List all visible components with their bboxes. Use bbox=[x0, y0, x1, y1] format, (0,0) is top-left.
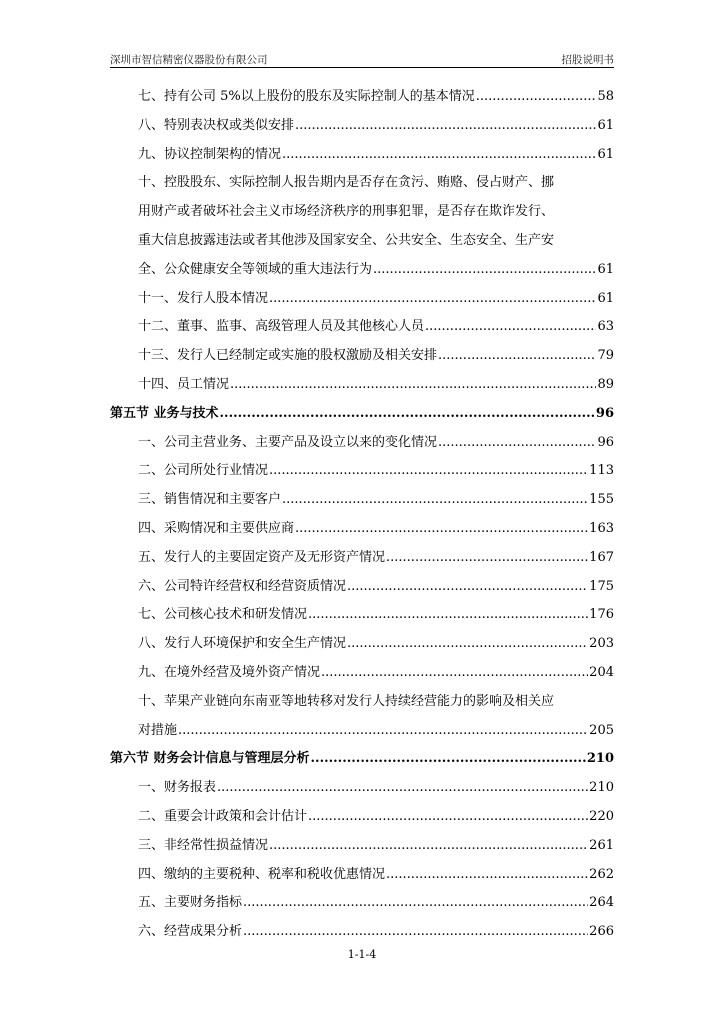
toc-entry-title: 七、公司核心技术和研发情况 bbox=[138, 607, 308, 623]
toc-entry-title: 十一、发行人股本情况 bbox=[138, 290, 269, 306]
toc-entry-page: 96 bbox=[597, 434, 614, 450]
toc-leader-dots bbox=[347, 576, 588, 598]
toc-entry-title: 七、持有公司 5%以上股份的股东及实际控制人的基本情况 bbox=[138, 89, 475, 104]
toc-entry-page: 58 bbox=[597, 89, 614, 104]
toc-entry-page: 155 bbox=[589, 492, 614, 508]
table-of-contents bbox=[110, 86, 614, 950]
toc-entry-page: 264 bbox=[589, 895, 614, 911]
toc-entry bbox=[110, 172, 614, 201]
toc-entry-title: 十、苹果产业链向东南亚等地转移对发行人持续经营能力的影响及相关应 bbox=[138, 693, 555, 709]
toc-entry-title: 六、公司特许经营权和经营资质情况 bbox=[138, 578, 347, 594]
toc-entry-page: 175 bbox=[589, 578, 614, 594]
toc-entry-page: 266 bbox=[589, 924, 614, 940]
toc-entry-title: 九、协议控制架构的情况 bbox=[138, 146, 282, 162]
toc-entry-title: 二、重要会计政策和会计估计 bbox=[138, 808, 308, 824]
toc-leader-dots bbox=[282, 144, 596, 166]
toc-leader-dots bbox=[386, 547, 588, 569]
toc-section[interactable] bbox=[110, 403, 614, 432]
toc-entry-title: 五、发行人的主要固定资产及无形资产情况 bbox=[138, 549, 386, 565]
toc-leader-dots bbox=[269, 460, 588, 482]
toc-entry-page: 262 bbox=[589, 866, 614, 882]
toc-entry-page: 96 bbox=[595, 405, 614, 421]
page-number: 1-1-4 bbox=[347, 948, 377, 961]
toc-entry[interactable] bbox=[110, 86, 614, 115]
toc-leader-dots bbox=[373, 259, 596, 281]
toc-leader-dots bbox=[269, 835, 588, 857]
toc-entry bbox=[110, 230, 614, 259]
toc-entry[interactable] bbox=[110, 633, 614, 662]
toc-entry-title: 十四、员工情况 bbox=[138, 376, 230, 392]
toc-entry-page: 61 bbox=[597, 290, 614, 306]
toc-entry-title: 八、发行人环境保护和安全生产情况 bbox=[138, 636, 347, 652]
toc-entry[interactable] bbox=[110, 460, 614, 489]
toc-entry[interactable] bbox=[110, 864, 614, 893]
toc-entry-page: 220 bbox=[589, 808, 614, 824]
toc-entry-title: 六、经营成果分析 bbox=[138, 924, 243, 940]
toc-entry-title: 三、销售情况和主要客户 bbox=[138, 492, 282, 508]
toc-entry[interactable] bbox=[110, 259, 614, 288]
toc-entry-page: 210 bbox=[589, 780, 614, 796]
toc-entry-page: 79 bbox=[597, 348, 614, 364]
header-divider bbox=[110, 67, 614, 68]
toc-entry-page: 63 bbox=[597, 319, 614, 335]
toc-leader-dots bbox=[295, 115, 596, 137]
toc-entry[interactable] bbox=[110, 806, 614, 835]
toc-leader-dots bbox=[425, 316, 596, 338]
page-header bbox=[110, 52, 614, 68]
toc-entry-page: 204 bbox=[589, 664, 614, 680]
toc-entry[interactable] bbox=[110, 835, 614, 864]
toc-leader-dots bbox=[217, 777, 588, 799]
toc-entry-title: 九、在境外经营及境外资产情况 bbox=[138, 664, 321, 680]
toc-entry[interactable] bbox=[110, 316, 614, 345]
toc-entry[interactable] bbox=[110, 547, 614, 576]
toc-leader-dots bbox=[476, 86, 597, 108]
company-name: 深圳市智信精密仪器股份有限公司 bbox=[110, 54, 268, 66]
toc-leader-dots bbox=[282, 489, 588, 511]
toc-entry[interactable] bbox=[110, 892, 614, 921]
toc-leader-dots bbox=[269, 288, 596, 310]
toc-entry-title: 五、主要财务指标 bbox=[138, 895, 243, 911]
toc-entry-title: 一、财务报表 bbox=[138, 780, 217, 796]
toc-entry-page: 261 bbox=[589, 837, 614, 853]
toc-entry-title: 用财产或者破坏社会主义市场经济秩序的刑事犯罪，是否存在欺诈发行、 bbox=[138, 204, 555, 220]
toc-leader-dots bbox=[230, 374, 596, 396]
toc-entry-page: 61 bbox=[597, 117, 614, 133]
toc-entry-page: 205 bbox=[589, 722, 614, 738]
toc-entry[interactable] bbox=[110, 432, 614, 461]
toc-leader-dots bbox=[295, 518, 588, 540]
toc-entry[interactable] bbox=[110, 720, 614, 749]
toc-entry-page: 61 bbox=[597, 146, 614, 162]
toc-entry-title: 八、特别表决权或类似安排 bbox=[138, 117, 295, 133]
toc-entry-title: 第六节 财务会计信息与管理层分析 bbox=[110, 751, 310, 767]
toc-entry-page: 163 bbox=[589, 520, 614, 536]
toc-entry-page: 113 bbox=[589, 463, 614, 479]
toc-entry[interactable] bbox=[110, 374, 614, 403]
toc-entry-page: 61 bbox=[597, 261, 614, 277]
toc-entry-title: 二、公司所处行业情况 bbox=[138, 463, 269, 479]
toc-entry bbox=[110, 691, 614, 720]
toc-leader-dots bbox=[220, 403, 595, 425]
toc-leader-dots bbox=[386, 864, 588, 886]
toc-entry[interactable] bbox=[110, 921, 614, 950]
toc-entry[interactable] bbox=[110, 518, 614, 547]
toc-entry[interactable] bbox=[110, 345, 614, 374]
toc-entry-title: 重大信息披露违法或者其他涉及国家安全、公共安全、生态安全、生产安 bbox=[138, 232, 555, 248]
toc-entry[interactable] bbox=[110, 144, 614, 173]
toc-entry-page: 210 bbox=[586, 751, 614, 767]
toc-entry-title: 对措施 bbox=[138, 722, 178, 738]
toc-entry[interactable] bbox=[110, 662, 614, 691]
toc-entry-title: 十、控股股东、实际控制人报告期内是否存在贪污、贿赂、侵占财产、挪 bbox=[138, 175, 555, 191]
toc-entry-title: 一、公司主营业务、主要产品及设立以来的变化情况 bbox=[138, 434, 438, 450]
toc-entry-page: 176 bbox=[589, 607, 614, 623]
toc-entry-title: 四、采购情况和主要供应商 bbox=[138, 520, 295, 536]
toc-entry-title: 全、公众健康安全等领域的重大违法行为 bbox=[138, 261, 373, 277]
toc-entry[interactable] bbox=[110, 576, 614, 605]
toc-entry[interactable] bbox=[110, 115, 614, 144]
toc-entry-title: 十二、董事、监事、高级管理人员及其他核心人员 bbox=[138, 319, 425, 335]
toc-section[interactable] bbox=[110, 748, 614, 777]
document-type: 招股说明书 bbox=[561, 54, 614, 66]
toc-entry[interactable] bbox=[110, 489, 614, 518]
toc-leader-dots bbox=[308, 806, 588, 828]
toc-leader-dots bbox=[347, 633, 588, 655]
toc-entry-page: 203 bbox=[589, 636, 614, 652]
toc-entry[interactable] bbox=[110, 604, 614, 633]
toc-leader-dots bbox=[438, 345, 596, 367]
toc-leader-dots bbox=[308, 604, 588, 626]
toc-entry[interactable] bbox=[110, 288, 614, 317]
toc-entry bbox=[110, 201, 614, 230]
toc-leader-dots bbox=[311, 748, 586, 770]
toc-leader-dots bbox=[243, 921, 588, 943]
toc-entry-title: 三、非经常性损益情况 bbox=[138, 837, 269, 853]
toc-entry-title: 第五节 业务与技术 bbox=[110, 405, 219, 421]
toc-entry-title: 十三、发行人已经制定或实施的股权激励及相关安排 bbox=[138, 348, 438, 364]
toc-leader-dots bbox=[243, 892, 588, 914]
toc-entry-page: 167 bbox=[589, 549, 614, 565]
toc-entry[interactable] bbox=[110, 777, 614, 806]
toc-leader-dots bbox=[438, 432, 596, 454]
toc-leader-dots bbox=[321, 662, 588, 684]
toc-leader-dots bbox=[178, 720, 588, 742]
toc-entry-title: 四、缴纳的主要税种、税率和税收优惠情况 bbox=[138, 866, 386, 882]
toc-entry-page: 89 bbox=[597, 376, 614, 392]
